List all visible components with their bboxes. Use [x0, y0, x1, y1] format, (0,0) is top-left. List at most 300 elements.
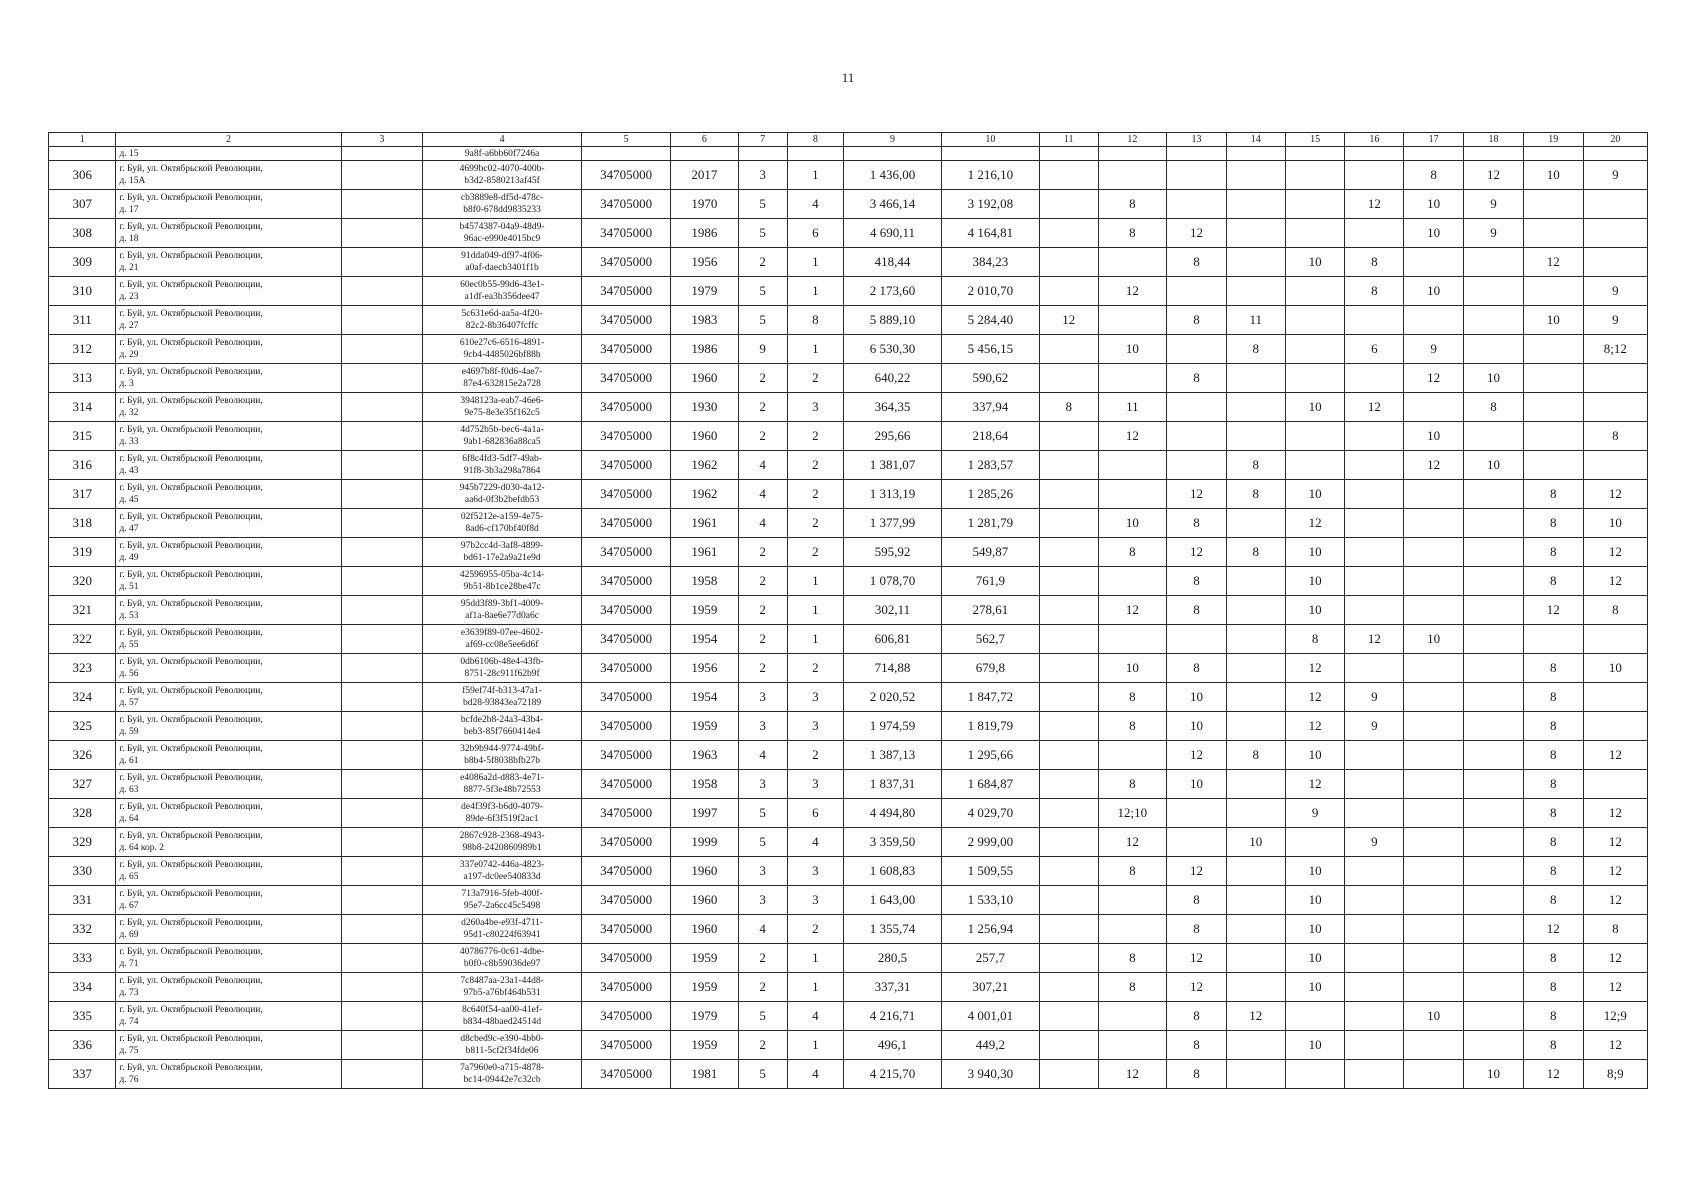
cell-c19: 8: [1523, 683, 1583, 712]
guid-cell: [423, 1060, 582, 1089]
guid-part-2: b8f0-678dd9835233: [463, 205, 541, 215]
cell-c19: 8: [1523, 654, 1583, 683]
cell-c13: [1167, 828, 1227, 857]
cell-c12: [1098, 1031, 1167, 1060]
address-street: г. Буй, ул. Октябрьской Революции,: [119, 918, 263, 928]
guid-part-1: 8c640f54-aa00-41ef-: [461, 1005, 543, 1015]
row-number: 321: [49, 596, 116, 625]
cell-c18: [1464, 915, 1524, 944]
cell-c13: 8: [1167, 654, 1227, 683]
empty-cell: [341, 509, 423, 538]
cell-c10: 1 281,79: [941, 509, 1039, 538]
guid-part-1: bcfde2b8-24a3-43b4-: [460, 715, 544, 725]
cell-c18: 12: [1464, 161, 1524, 190]
cell-c10: 1 684,87: [941, 770, 1039, 799]
cell-c16: [1345, 306, 1404, 335]
row-number: 315: [49, 422, 116, 451]
guid-cell: [423, 625, 582, 654]
guid-cell: [423, 219, 582, 248]
guid-part-1: 713a7916-5feb-400f-: [461, 889, 543, 899]
cell-c20: 12: [1583, 480, 1647, 509]
cell-c15: 10: [1285, 915, 1345, 944]
cell-year: 1961: [671, 509, 738, 538]
cell-c8: 2: [787, 509, 844, 538]
row-number: 323: [49, 654, 116, 683]
address-street: г. Буй, ул. Октябрьской Революции,: [119, 657, 263, 667]
cell-c17: [1404, 393, 1464, 422]
cell-c15: 12: [1285, 712, 1345, 741]
cell-c16: [1345, 915, 1404, 944]
cell-c11: [1039, 770, 1098, 799]
column-header-3: 3: [341, 133, 423, 147]
cell-c8: 1: [787, 596, 844, 625]
cell-c7: 5: [738, 277, 787, 306]
cell-c14: [1226, 422, 1285, 451]
guid-part-2: aa6d-0f3b2befdb53: [464, 495, 540, 505]
cell-c9: 337,31: [844, 973, 942, 1002]
cell-c18: [1464, 886, 1524, 915]
page-number: 11: [841, 70, 855, 85]
cell-c10: 5 284,40: [941, 306, 1039, 335]
row-number: 317: [49, 480, 116, 509]
guid-part-2: 89de-6f3f519f2ac1: [465, 814, 539, 824]
cell-okato: 34705000: [581, 857, 670, 886]
guid-part-2: af1a-8ae6e77d0a6c: [465, 611, 539, 621]
cell-c19: [1523, 277, 1583, 306]
row-number: 309: [49, 248, 116, 277]
cell-c20: 9: [1583, 277, 1647, 306]
cell-c17: [1404, 828, 1464, 857]
row-number: 318: [49, 509, 116, 538]
guid-part-1: 95dd3f89-3bf1-4009-: [460, 599, 544, 609]
cell-c15: [1285, 1002, 1345, 1031]
cell-okato: 34705000: [581, 335, 670, 364]
cell-c8: 2: [787, 480, 844, 509]
cell-c11: [1039, 1060, 1098, 1089]
row-number: 334: [49, 973, 116, 1002]
cell-year: 1960: [671, 857, 738, 886]
guid-part-1: 02f5212e-a159-4e75-: [460, 512, 544, 522]
guid-part-2: a1df-ea3b356dee47: [464, 292, 540, 302]
cell-c16: [1345, 1060, 1404, 1089]
cell-okato: 34705000: [581, 1031, 670, 1060]
address-cell: [116, 828, 341, 857]
cell-c10: 1 256,94: [941, 915, 1039, 944]
table-row: [49, 161, 1648, 190]
address-street: г. Буй, ул. Октябрьской Революции,: [119, 802, 263, 812]
empty-cell: [341, 915, 423, 944]
cell-c13: [1167, 161, 1227, 190]
cell-c11: [1039, 625, 1098, 654]
cell-c16: [1345, 364, 1404, 393]
address-street: г. Буй, ул. Октябрьской Революции,: [119, 715, 263, 725]
empty-cell: [341, 480, 423, 509]
cell-c14: 8: [1226, 480, 1285, 509]
column-header-2: 2: [116, 133, 341, 147]
cell-c14: [1226, 857, 1285, 886]
cell-c17: [1404, 973, 1464, 1002]
empty-cell: [341, 625, 423, 654]
guid-part-2: 87e4-632815e2a728: [463, 379, 541, 389]
row-number: 336: [49, 1031, 116, 1060]
cell-c10: 4 001,01: [941, 1002, 1039, 1031]
cell-c16: [1345, 741, 1404, 770]
cell-c19: 8: [1523, 509, 1583, 538]
empty-cell: [341, 944, 423, 973]
cell-c16: [1345, 596, 1404, 625]
guid-part-1: 4699bc02-4070-400b-: [459, 164, 545, 174]
cell-c13: 10: [1167, 712, 1227, 741]
cell-c13: 10: [1167, 683, 1227, 712]
cell-c19: 8: [1523, 857, 1583, 886]
guid-part-1: 7c8487aa-23a1-44d8-: [460, 976, 544, 986]
address-cell: [116, 944, 341, 973]
guid-part-1: d260a4be-e93f-4711-: [461, 918, 544, 928]
cell-c7: 5: [738, 1060, 787, 1089]
cell-c16: [1345, 973, 1404, 1002]
cell-c12: 8: [1098, 219, 1167, 248]
cell-c11: [1039, 538, 1098, 567]
guid-part-2: 95e7-2a6cc45c5498: [463, 901, 541, 911]
cell-okato: 34705000: [581, 161, 670, 190]
address-street: г. Буй, ул. Октябрьской Революции,: [119, 976, 263, 986]
address-house: д. 57: [119, 698, 139, 708]
cell-c16: 12: [1345, 190, 1404, 219]
cell-c9: 418,44: [844, 248, 942, 277]
cell-c13: [1167, 799, 1227, 828]
cell-c17: [1404, 799, 1464, 828]
cell-c14: [1226, 393, 1285, 422]
cell-c9: 3 466,14: [844, 190, 942, 219]
cell-c10: 2 010,70: [941, 277, 1039, 306]
guid-part-2: bd28-93843ea72189: [463, 698, 542, 708]
cell-c11: [1039, 828, 1098, 857]
empty-cell: [341, 683, 423, 712]
cell-c8: 8: [787, 306, 844, 335]
address-street: г. Буй, ул. Октябрьской Революции,: [119, 425, 263, 435]
cell-c11: [1039, 741, 1098, 770]
cell-c20: [1583, 683, 1647, 712]
cell-c17: [1404, 1031, 1464, 1060]
cell-guid: 9a8f-a6bb60f7246a: [423, 147, 582, 161]
cell-c8: 3: [787, 712, 844, 741]
cell-c9: 640,22: [844, 364, 942, 393]
guid-part-2: af69-cc08e5ee6d6f: [465, 640, 539, 650]
cell-c7: 3: [738, 886, 787, 915]
guid-cell: [423, 654, 582, 683]
address-cell: [116, 335, 341, 364]
cell-c17: [1404, 509, 1464, 538]
guid-cell: [423, 1002, 582, 1031]
row-number: 312: [49, 335, 116, 364]
guid-cell: [423, 335, 582, 364]
cell-c9: 5 889,10: [844, 306, 942, 335]
table-row: [49, 828, 1648, 857]
cell-c14: [1226, 248, 1285, 277]
cell-c8: 6: [787, 219, 844, 248]
cell-c13: [1167, 422, 1227, 451]
cell-c15: 10: [1285, 944, 1345, 973]
cell-c20: 9: [1583, 161, 1647, 190]
cell-c10: 3 940,30: [941, 1060, 1039, 1089]
cell-c11: [1039, 712, 1098, 741]
cell-c17: [1404, 306, 1464, 335]
cell-c8: 1: [787, 248, 844, 277]
cell-c8: 1: [787, 625, 844, 654]
table-row: [49, 799, 1648, 828]
cell-c12: [1098, 161, 1167, 190]
cell-c17: [1404, 567, 1464, 596]
column-header-18: 18: [1464, 133, 1524, 147]
guid-part-2: 96ac-e990e4015bc9: [463, 234, 541, 244]
cell-c17: [1404, 886, 1464, 915]
cell-c10: 278,61: [941, 596, 1039, 625]
cell-c19: [1523, 393, 1583, 422]
cell-c16: [1345, 480, 1404, 509]
cell-c11: [1039, 161, 1098, 190]
address-house: д. 15А: [119, 176, 146, 186]
column-header-16: 16: [1345, 133, 1404, 147]
guid-part-1: f59ef74f-b313-47a1-: [462, 686, 542, 696]
cell-c16: [1345, 1031, 1404, 1060]
cell-c9: 4 494,80: [844, 799, 942, 828]
cell-c19: [1523, 335, 1583, 364]
cell-c9: 1 381,07: [844, 451, 942, 480]
row-number: 316: [49, 451, 116, 480]
column-header-14: 14: [1226, 133, 1285, 147]
cell-c11: [1039, 1031, 1098, 1060]
guid-cell: [423, 277, 582, 306]
address-house: д. 53: [119, 611, 139, 621]
cell-c17: 10: [1404, 277, 1464, 306]
guid-part-2: beb3-85f7660414e4: [463, 727, 541, 737]
address-street: г. Буй, ул. Октябрьской Революции,: [119, 193, 263, 203]
cell-c17: [1404, 248, 1464, 277]
cell-c18: [1464, 567, 1524, 596]
cell-c15: [1285, 1060, 1345, 1089]
column-header-19: 19: [1523, 133, 1583, 147]
guid-part-2: 95d1-c80224f63941: [463, 930, 541, 940]
table-row: [49, 248, 1648, 277]
guid-cell: [423, 915, 582, 944]
cell-c15: 10: [1285, 1031, 1345, 1060]
cell-c20: [1583, 393, 1647, 422]
table-row: [49, 451, 1648, 480]
cell-c20: 8: [1583, 915, 1647, 944]
row-number: 332: [49, 915, 116, 944]
guid-part-2: b811-5cf2f34fde06: [465, 1046, 539, 1056]
cell-c13: 8: [1167, 1002, 1227, 1031]
guid-part-2: 82c2-8b36407fcffc: [465, 321, 539, 331]
cell-c13: [1167, 335, 1227, 364]
address-cell: [116, 567, 341, 596]
cell-c12: 10: [1098, 509, 1167, 538]
guid-part-2: b834-48baed24514d: [463, 1017, 542, 1027]
cell-c7: 5: [738, 306, 787, 335]
address-house: д. 56: [119, 669, 139, 679]
cell-c18: [1464, 625, 1524, 654]
cell-c8: 1: [787, 944, 844, 973]
cell-c13: 12: [1167, 741, 1227, 770]
cell-okato: 34705000: [581, 306, 670, 335]
address-street: г. Буй, ул. Октябрьской Революции,: [119, 512, 263, 522]
table-row: [49, 277, 1648, 306]
column-header-4: 4: [423, 133, 582, 147]
column-header-9: 9: [844, 133, 942, 147]
cell-c11: [1039, 973, 1098, 1002]
cell-c15: [1285, 364, 1345, 393]
cell-c8: 1: [787, 567, 844, 596]
cell-c11: [1039, 509, 1098, 538]
address-house: д. 65: [119, 872, 139, 882]
cell-c17: 10: [1404, 219, 1464, 248]
cell-c7: 2: [738, 944, 787, 973]
cell-c11: 12: [1039, 306, 1098, 335]
continuation-row: [49, 147, 1648, 161]
empty-cell: [341, 654, 423, 683]
cell-c8: 1: [787, 1031, 844, 1060]
address-cell: [116, 712, 341, 741]
cell-c13: 8: [1167, 1060, 1227, 1089]
cell-c8: 4: [787, 828, 844, 857]
cell-c11: [1039, 480, 1098, 509]
cell-year: 1958: [671, 567, 738, 596]
cell-c9: 496,1: [844, 1031, 942, 1060]
cell-c8: 2: [787, 451, 844, 480]
table-row: [49, 422, 1648, 451]
empty-cell: [341, 886, 423, 915]
cell-c15: [1285, 306, 1345, 335]
address-street: г. Буй, ул. Октябрьской Революции,: [119, 628, 263, 638]
cell-c9: 1 078,70: [844, 567, 942, 596]
cell-okato: 34705000: [581, 422, 670, 451]
guid-part-1: 32b9b944-9774-49bf-: [460, 744, 545, 754]
cell-year: 1958: [671, 770, 738, 799]
cell-c10: 761,9: [941, 567, 1039, 596]
row-number: 314: [49, 393, 116, 422]
table-row: [49, 364, 1648, 393]
cell-c18: 10: [1464, 364, 1524, 393]
guid-part-1: 3948123a-eab7-46e6-: [460, 396, 544, 406]
cell-c20: 12: [1583, 567, 1647, 596]
cell-c12: 10: [1098, 335, 1167, 364]
cell-c19: 8: [1523, 1031, 1583, 1060]
guid-cell: [423, 248, 582, 277]
cell-c12: [1098, 625, 1167, 654]
cell-c8: 3: [787, 770, 844, 799]
empty-cell: [341, 538, 423, 567]
row-number: 311: [49, 306, 116, 335]
cell-c14: [1226, 915, 1285, 944]
cell-year: 1930: [671, 393, 738, 422]
guid-part-1: 610e27c6-6516-4891-: [459, 338, 545, 348]
cell-c8: 4: [787, 1002, 844, 1031]
guid-cell: [423, 538, 582, 567]
empty-cell: [341, 973, 423, 1002]
column-header-5: 5: [581, 133, 670, 147]
address-cell: [116, 973, 341, 1002]
cell-okato: 34705000: [581, 770, 670, 799]
cell-c18: [1464, 538, 1524, 567]
cell-okato: 34705000: [581, 654, 670, 683]
address-cell: [116, 248, 341, 277]
guid-part-2: b8b4-5f8038bfb27b: [464, 756, 541, 766]
cell-c7: 2: [738, 538, 787, 567]
cell-c18: [1464, 770, 1524, 799]
cell-c18: [1464, 712, 1524, 741]
guid-cell: [423, 1031, 582, 1060]
guid-part-1: 60ec0b55-99d6-43e1-: [460, 280, 545, 290]
empty-cell: [341, 741, 423, 770]
cell-c10: 1 295,66: [941, 741, 1039, 770]
cell-c18: [1464, 741, 1524, 770]
cell-c7: 2: [738, 1031, 787, 1060]
address-street: г. Буй, ул. Октябрьской Революции,: [119, 164, 263, 174]
guid-cell: [423, 886, 582, 915]
cell-c7: 3: [738, 683, 787, 712]
address-cell: [116, 277, 341, 306]
cell-c8: 3: [787, 857, 844, 886]
cell-c12: 10: [1098, 654, 1167, 683]
address-cell: [116, 219, 341, 248]
address-street: г. Буй, ул. Октябрьской Революции,: [119, 1063, 263, 1073]
guid-part-2: 9ab1-682836a88ca5: [463, 437, 541, 447]
cell-c11: [1039, 857, 1098, 886]
guid-part-1: b4574387-04a9-48d9-: [459, 222, 545, 232]
guid-part-2: b3d2-8580213af45f: [464, 176, 540, 186]
address-cell: [116, 741, 341, 770]
cell-c15: 10: [1285, 886, 1345, 915]
guid-part-1: 7a7960e0-a715-4878-: [460, 1063, 545, 1073]
address-street: г. Буй, ул. Октябрьской Революции,: [119, 773, 263, 783]
cell-c8: 1: [787, 335, 844, 364]
cell-c7: 3: [738, 770, 787, 799]
guid-cell: [423, 567, 582, 596]
cell-c10: 679,8: [941, 654, 1039, 683]
guid-part-2: b0f0-c8b59036de97: [463, 959, 541, 969]
cell-c17: [1404, 654, 1464, 683]
address-street: г. Буй, ул. Октябрьской Революции,: [119, 1005, 263, 1015]
address-house: д. 29: [119, 350, 139, 360]
cell-year: 1956: [671, 248, 738, 277]
address-street: г. Буй, ул. Октябрьской Революции,: [119, 222, 263, 232]
cell-c15: 10: [1285, 741, 1345, 770]
cell-c7: 2: [738, 973, 787, 1002]
table-row: [49, 654, 1648, 683]
address-cell: [116, 1031, 341, 1060]
cell-okato: 34705000: [581, 364, 670, 393]
cell-c14: [1226, 625, 1285, 654]
row-number: 329: [49, 828, 116, 857]
cell-c17: 10: [1404, 625, 1464, 654]
address-house: д. 59: [119, 727, 139, 737]
column-number-row: [49, 133, 1648, 147]
row-number: 337: [49, 1060, 116, 1089]
cell-c10: 307,21: [941, 973, 1039, 1002]
cell-c16: [1345, 770, 1404, 799]
cell-c16: [1345, 1002, 1404, 1031]
cell-c10: 337,94: [941, 393, 1039, 422]
cell-year: 1959: [671, 973, 738, 1002]
cell-c19: 12: [1523, 248, 1583, 277]
cell-c19: [1523, 422, 1583, 451]
cell-c13: 12: [1167, 857, 1227, 886]
address-cell: [116, 1002, 341, 1031]
cell-c10: 562,7: [941, 625, 1039, 654]
cell-c13: 8: [1167, 248, 1227, 277]
address-street: г. Буй, ул. Октябрьской Революции,: [119, 686, 263, 696]
guid-part-1: de4f39f3-b6d0-4079-: [461, 802, 543, 812]
